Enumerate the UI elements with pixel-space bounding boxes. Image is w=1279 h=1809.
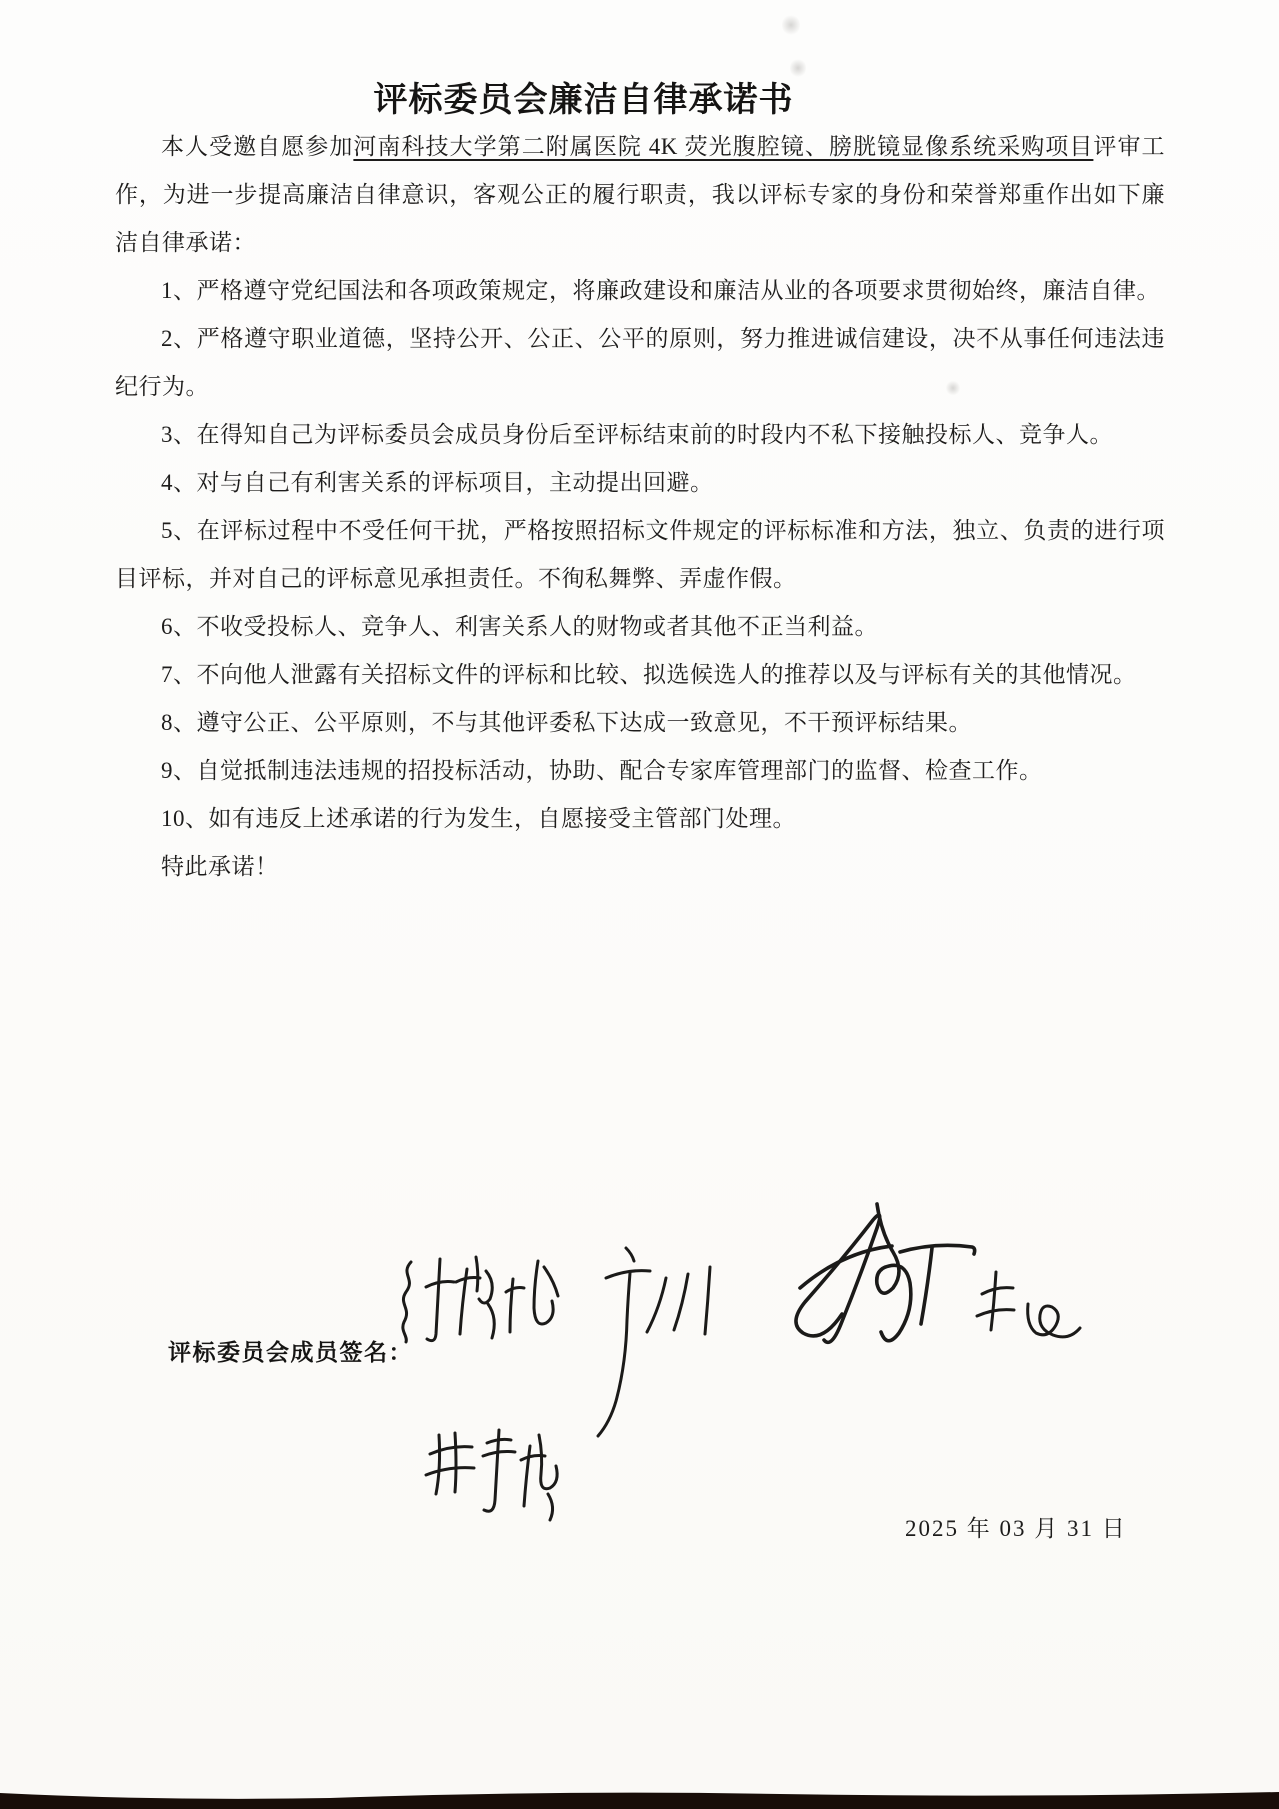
scan-smudge: [946, 380, 960, 396]
commitment-item-1: 1、严格遵守党纪国法和各项政策规定，将廉政建设和廉洁从业的各项要求贯彻始终，廉洁自律。: [161, 278, 1160, 303]
document-title: 评标委员会廉洁自律承诺书: [373, 82, 794, 119]
commitment-item-2: 2、严格遵守职业道德，坚持公开、公正、公平的原则，努力推进诚信建设，决不从事任何违法违纪行为。: [115, 326, 1165, 399]
commitment-item-3: 3、在得知自己为评标委员会成员身份后至评标结束前的时段内不私下接触投标人、竞争人。: [161, 422, 1113, 447]
commitment-item-10: 10、如有违反上述承诺的行为发生，自愿接受主管部门处理。: [161, 806, 796, 831]
handwritten-signature-4: [968, 1262, 1096, 1362]
commitment-item-9: 9、自觉抵制违法违规的招投标活动，协助、配合专家库管理部门的监督、检查工作。: [161, 758, 1043, 783]
commitment-item-6: 6、不收受投标人、竞争人、利害关系人的财物或者其他不正当利益。: [161, 614, 878, 639]
intro-suffix: 评审工作，为进一步提高廉洁自律意识，客观公正的履行职责，我以评标专家的身份和荣誉郑重作出如下廉洁自律承诺：: [115, 134, 1165, 255]
commitment-item-8: 8、遵守公正、公平原则，不与其他评委私下达成一致意见，不干预评标结果。: [161, 710, 972, 735]
handwritten-signature-3: [780, 1192, 978, 1364]
scan-edge-artifact: [0, 1787, 1279, 1809]
closing-statement: 特此承诺！: [161, 854, 279, 879]
scan-smudge: [782, 14, 800, 36]
commitment-item-5: 5、在评标过程中不受任何干扰，严格按照招标文件规定的评标标准和方法，独立、负责的进行项目评标，并对自己的评标意见承担责任。不徇私舞弊、弄虚作假。: [115, 518, 1165, 591]
commitment-item-4: 4、对与自己有利害关系的评标项目，主动提出回避。: [161, 470, 714, 495]
handwritten-signature-5: [420, 1422, 586, 1530]
intro-paragraph: [115, 123, 1165, 267]
commitment-item-7: 7、不向他人泄露有关招标文件的评标和比较、拟选候选人的推荐以及与评标有关的其他情况。: [161, 662, 1137, 687]
intro-prefix: 本人受邀自愿参加: [161, 134, 354, 159]
date-line: 2025 年 03 月 31 日: [905, 1516, 1127, 1541]
handwritten-signature-1: [395, 1246, 567, 1348]
document-body: [0, 123, 1279, 891]
project-name-underlined: 河南科技大学第二附属医院 4K 荧光腹腔镜、膀胱镜显像系统采购项目: [353, 134, 1094, 159]
signature-label: 评标委员会成员签名：: [168, 1340, 413, 1365]
scan-smudge: [790, 58, 806, 78]
handwritten-signature-2: [596, 1236, 748, 1448]
